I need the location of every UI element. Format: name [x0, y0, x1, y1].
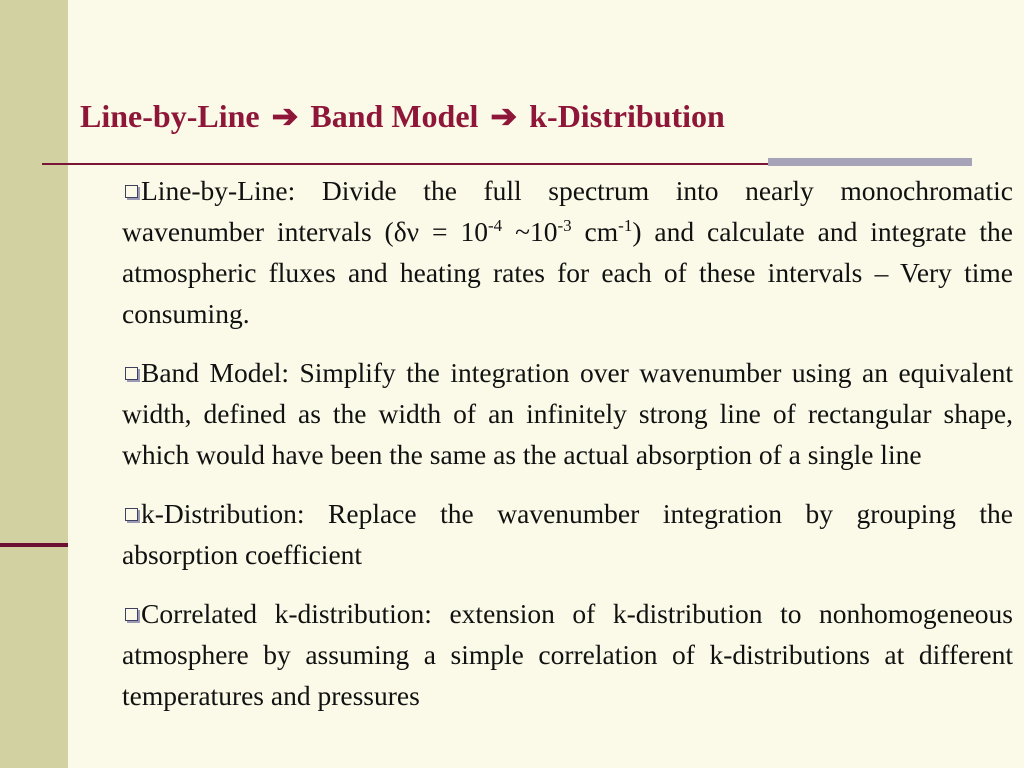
bullet-k-distribution	[122, 493, 1013, 575]
right-arrow-icon: ➔	[490, 98, 518, 134]
bullet-text: ) and calculate and integrate the atmospheric fluxes and heating rates for each of these intervals – Very time consuming.	[122, 216, 1013, 329]
title-k-distribution: k-Distribution	[529, 98, 725, 134]
hollow-square-bullet-icon	[125, 508, 138, 521]
superscript: -3	[557, 216, 572, 235]
slide-title	[80, 94, 725, 138]
superscript: -4	[487, 216, 503, 235]
right-arrow-icon: ➔	[271, 98, 299, 134]
title-divider-accent	[768, 158, 972, 166]
bullet-correlated-k-distribution	[122, 593, 1013, 716]
hollow-square-bullet-icon	[125, 185, 138, 198]
title-line-by-line: Line-by-Line	[80, 98, 260, 134]
bullet-line-by-line	[122, 170, 1013, 334]
superscript: -1	[618, 216, 633, 235]
bullet-text: k-Distribution: Replace the wavenumber integration by grouping the absorption coefficient	[122, 498, 1013, 570]
bullet-text: Band Model: Simplify the integration over wavenumber using an equivalent width, defined as the width of an infinitely strong line of rectangular shape, which would have been the same as the actual absorption of a single line	[122, 357, 1013, 470]
bullet-list	[122, 170, 1013, 734]
bullet-text: ~10	[502, 216, 558, 247]
bullet-text: Correlated k-distribution: extension of k-distribution to nonhomogeneous atmosphere by assuming a simple correlation of k-distributions at different temperatures and pressures	[122, 598, 1013, 711]
title-band-model: Band Model	[310, 98, 479, 134]
bullet-text: Line-by-Line: Divide the full spectrum into nearly monochromatic wavenumber intervals (δν = 10	[122, 175, 1013, 247]
bullet-text: cm	[571, 216, 619, 247]
bullet-band-model	[122, 352, 1013, 475]
left-accent-line	[0, 543, 68, 547]
left-decorative-band	[0, 0, 68, 768]
hollow-square-bullet-icon	[125, 608, 138, 621]
hollow-square-bullet-icon	[125, 367, 138, 380]
